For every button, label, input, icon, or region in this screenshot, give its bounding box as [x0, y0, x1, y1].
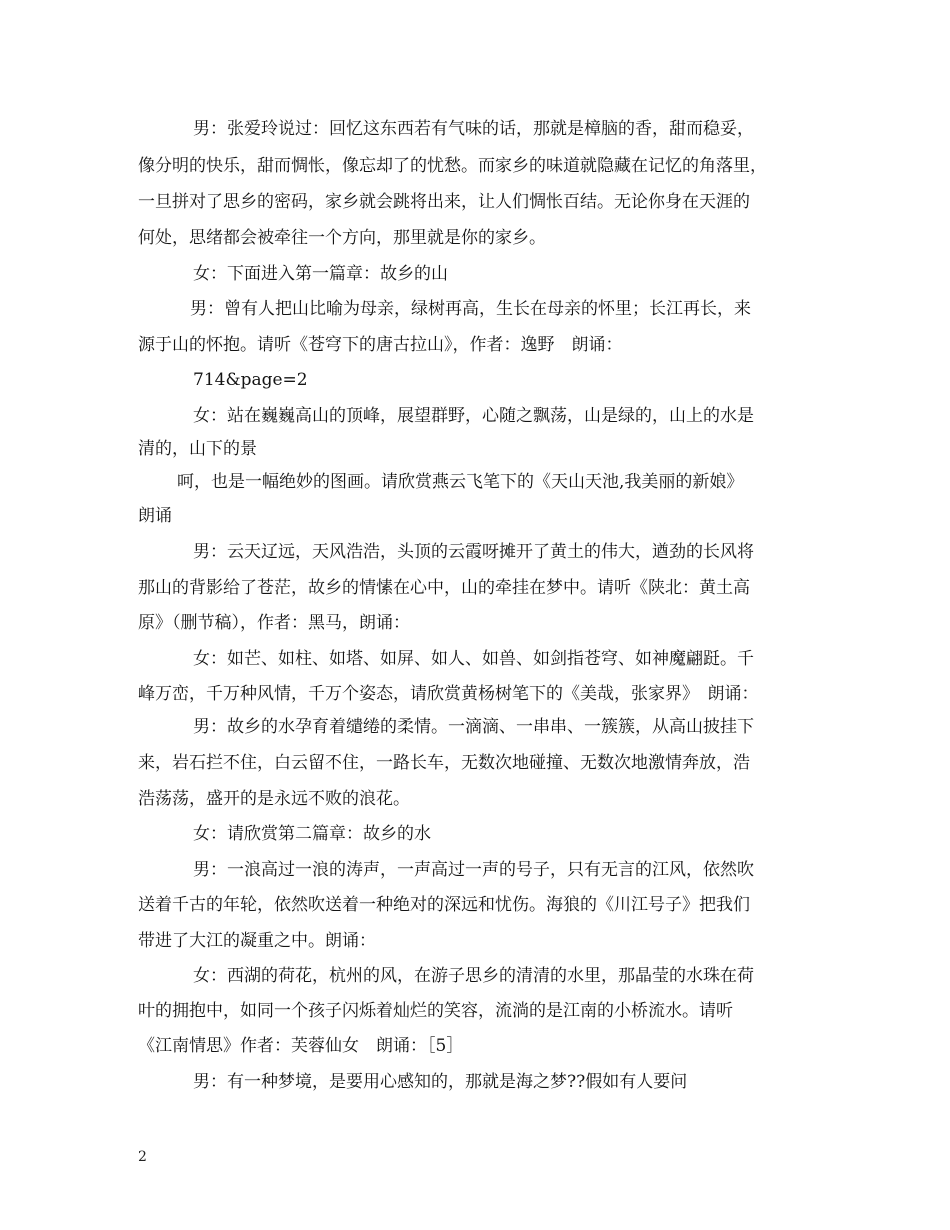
text-line: 男：一浪高过一浪的涛声，一声高过一声的号子，只有无言的江风，依然吹	[193, 860, 754, 880]
text-line: 原》（删节稿），作者：黑马，朗诵：	[138, 613, 410, 633]
text-line: 那山的背影给了苍茫，故乡的情愫在心中，山的牵挂在梦中。请听《陕北：黄土高	[138, 578, 750, 598]
text-line: 女：站在巍巍高山的顶峰，展望群野，心随之飘荡，山是绿的，山上的水是	[193, 406, 754, 426]
text-line: 男：故乡的水孕育着缱绻的柔情。一滴滴、一串串、一簇簇，从高山披挂下	[193, 717, 754, 737]
text-line: 女：西湖的荷花，杭州的风，在游子思乡的清清的水里，那晶莹的水珠在荷	[193, 966, 754, 986]
text-line: 像分明的快乐，甜而惆怅，像忘却了的忧愁。而家乡的味道就隐藏在记忆的角落里，	[138, 156, 767, 176]
text-line: 何处，思绪都会被牵往一个方向，那里就是你的家乡。	[138, 228, 546, 248]
text-line: 送着千古的年轮，依然吹送着一种绝对的深远和忧伤。海狼的《川江号子》把我们	[138, 895, 750, 915]
text-line: 女：下面进入第一篇章：故乡的山	[193, 264, 448, 284]
text-line: 带进了大江的凝重之中。朗诵：	[138, 931, 376, 951]
text-line: 男：张爱玲说过：回忆这东西若有气味的话，那就是樟脑的香，甜而稳妥，	[193, 119, 754, 139]
text-line: 清的，山下的景	[138, 439, 257, 459]
text-line: 714&page=2	[193, 370, 308, 390]
text-line: 男：曾有人把山比喻为母亲，绿树再高，生长在母亲的怀里；长江再长，来	[190, 299, 751, 319]
text-line: 来，岩石拦不住，白云留不住，一路长车，无数次地碰撞、无数次地激情奔放，浩	[138, 753, 750, 773]
page-number: 2	[138, 1149, 147, 1165]
text-line: 呵，也是一幅绝妙的图画。请欣赏燕云飞笔下的《天山天池,我美丽的新娘》	[177, 472, 744, 492]
text-line: 女：如芒、如柱、如塔、如屏、如人、如兽、如剑指苍穹、如神魔翩跹。千	[193, 649, 754, 669]
text-line: 女：请欣赏第二篇章：故乡的水	[193, 824, 431, 844]
text-line: 朗诵	[138, 506, 172, 526]
text-line: 叶的拥抱中，如同一个孩子闪烁着灿烂的笑容，流淌的是江南的小桥流水。请听	[138, 1001, 733, 1021]
text-line: 男：有一种梦境，是要用心感知的，那就是海之梦??假如有人要问	[193, 1072, 688, 1092]
text-line: 《江南情思》作者：芙蓉仙女 朗诵：［5］	[138, 1036, 464, 1056]
text-line: 浩荡荡，盛开的是永远不败的浪花。	[138, 789, 410, 809]
text-line: 男：云天辽远，天风浩浩，头顶的云霞呀摊开了黄土的伟大，遒劲的长风将	[193, 542, 754, 562]
text-line: 峰万峦，千万种风情，千万个姿态，请欣赏黄杨树笔下的《美哉，张家界》 朗诵：	[138, 684, 759, 704]
text-line: 源于山的怀抱。请听《苍穹下的唐古拉山》，作者：逸野 朗诵：	[138, 335, 623, 355]
text-line: 一旦拼对了思乡的密码，家乡就会跳将出来，让人们惆怅百结。无论你身在天涯的	[138, 192, 750, 212]
